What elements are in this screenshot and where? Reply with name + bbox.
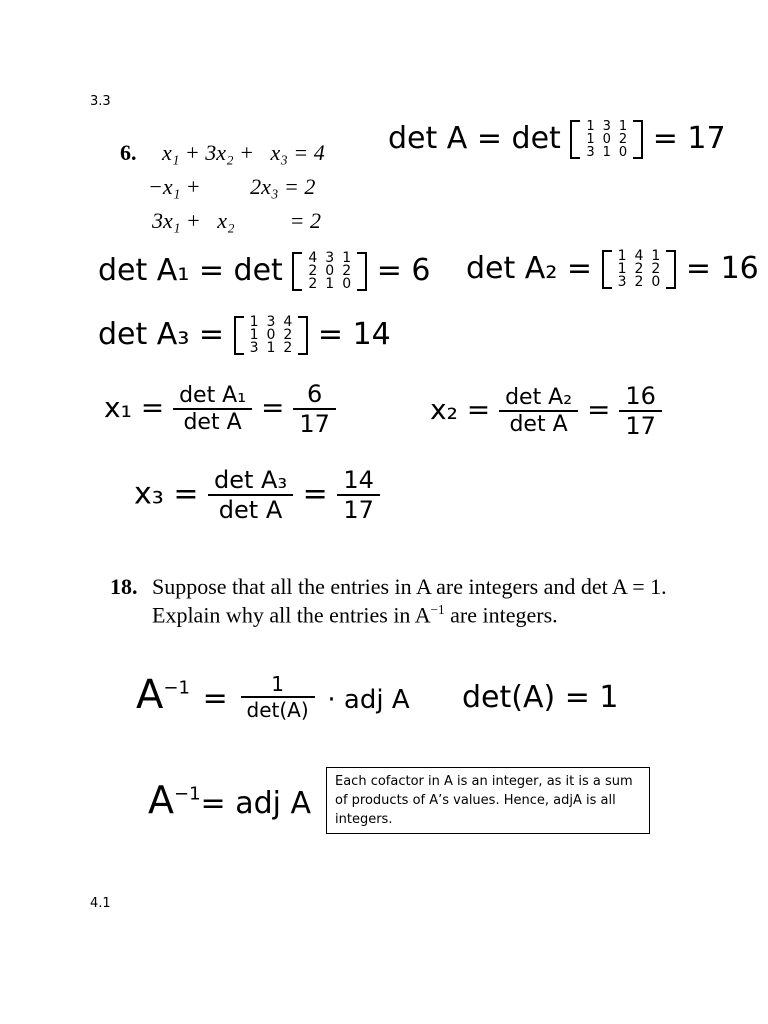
detA-matrix-row [582, 146, 631, 159]
matrix-cell: 0 [325, 263, 335, 279]
x3-equals: = [302, 476, 328, 512]
inverse-adj [148, 778, 311, 822]
x3-value-den: 17 [343, 496, 374, 524]
detA2-matrix [602, 250, 677, 289]
x1-equals: = [260, 391, 285, 424]
matrix-cell: 1 [617, 248, 627, 264]
detA-expression [388, 120, 726, 159]
matrix-cell: 3 [249, 340, 259, 356]
x1-value [293, 380, 336, 438]
matrix-cell: 4 [634, 248, 644, 264]
x3-label: x₃ = [134, 476, 199, 512]
inverse-fraction [241, 672, 315, 722]
detA-matrix [570, 120, 643, 159]
matrix-cell: 3 [602, 119, 611, 134]
matrix-cell: 0 [651, 274, 661, 290]
matrix-cell: 0 [618, 145, 628, 160]
matrix-cell: 2 [634, 274, 644, 290]
x1-expression [104, 380, 336, 438]
detA2-label: det A₂ = [466, 251, 593, 286]
detA3-result: = 14 [317, 317, 391, 352]
detA1-matrix [292, 252, 367, 291]
problem18-line1: Suppose that all the entries in A are integers and det A = 1. [152, 574, 667, 599]
matrix-cell: 1 [249, 314, 259, 330]
detA2-expression [466, 250, 759, 289]
detA2-matrix-row [614, 276, 665, 289]
section-label-top: 3.3 [90, 94, 111, 109]
matrix-cell: 3 [325, 250, 335, 266]
detA1-matrix-row [304, 278, 355, 291]
x3-value-num: 14 [337, 466, 380, 496]
x2-equals: = [586, 393, 611, 426]
matrix-cell: 1 [342, 250, 352, 266]
x1-value-num: 6 [293, 380, 336, 410]
problem18-number: 18. [110, 574, 138, 599]
x2-denominator: det A [509, 412, 568, 437]
x1-label: x₁ = [104, 391, 165, 424]
matrix-cell: 1 [617, 261, 627, 277]
matrix-cell: 1 [651, 248, 661, 264]
x1-denominator: det A [183, 410, 242, 435]
detA1-expression [98, 252, 430, 291]
inverse-frac-den: det(A) [246, 698, 309, 722]
inverse2-sup: −1 [174, 783, 201, 805]
matrix-cell: 4 [283, 314, 293, 330]
detA3-matrix [234, 316, 309, 355]
problem18-line2 [152, 602, 558, 628]
x2-value-den: 17 [625, 412, 656, 440]
inverse-frac-num: 1 [241, 672, 315, 698]
matrix-cell: 3 [586, 145, 595, 160]
matrix-cell: 1 [602, 145, 611, 160]
x2-value-num: 16 [619, 382, 662, 412]
matrix-cell: 2 [283, 327, 293, 343]
problem6-eq3: 3x₁ + x₂ = 2 [152, 208, 322, 233]
matrix-cell: 0 [342, 276, 352, 292]
x3-denominator: det A [218, 496, 283, 524]
problem6-number: 6. [120, 140, 137, 165]
inverse-formula [136, 672, 410, 722]
detA3-label: det A₃ = [98, 317, 225, 352]
matrix-cell: 0 [602, 132, 611, 147]
detA3-expression [98, 316, 391, 355]
detA3-matrix-row [246, 342, 297, 355]
matrix-cell: 1 [249, 327, 259, 343]
x2-numerator: det A₂ [499, 385, 578, 412]
matrix-cell: 3 [266, 314, 276, 330]
problem18-line2-text: Explain why all the entries in A [152, 602, 431, 628]
matrix-cell: 2 [308, 263, 318, 279]
problem6-eq1: x₁ + 3x₂ + x₃ = 4 [162, 140, 325, 165]
inverse-lhs: A [136, 672, 164, 718]
x2-label: x₂ = [430, 393, 491, 426]
x2-expression [430, 382, 662, 440]
matrix-cell: 2 [308, 276, 318, 292]
matrix-cell: 1 [586, 132, 595, 147]
x3-fraction [208, 466, 293, 524]
problem6-eq2: −x₁ + 2x₃ = 2 [148, 174, 316, 199]
x1-numerator: det A₁ [173, 383, 252, 410]
x3-expression [134, 466, 380, 524]
x2-value [619, 382, 662, 440]
detA1-label: det A₁ = det [98, 253, 283, 288]
matrix-cell: 2 [342, 263, 352, 279]
explanation-note: Each cofactor in A is an integer, as it is a sum of products of A’s values. Hence, adjA is all integers. [326, 767, 650, 834]
x3-value [337, 466, 380, 524]
matrix-cell: 2 [283, 340, 293, 356]
matrix-cell: 2 [618, 132, 628, 147]
inverse-rhs: · adj A [327, 685, 410, 715]
problem18-line2-sup: −1 [430, 602, 445, 617]
inverse2-lhs: A [148, 778, 174, 822]
detA1-result: = 6 [376, 253, 431, 288]
matrix-cell: 1 [325, 276, 335, 292]
inverse-eq: = [202, 681, 228, 716]
matrix-cell: 2 [634, 261, 644, 277]
matrix-cell: 1 [586, 119, 595, 134]
detA2-result: = 16 [685, 251, 759, 286]
det-equals-one: det(A) = 1 [462, 680, 619, 715]
matrix-cell: 1 [266, 340, 276, 356]
matrix-cell: 0 [266, 327, 276, 343]
matrix-cell: 2 [651, 261, 661, 277]
x3-numerator: det A₃ [208, 466, 293, 496]
x1-value-den: 17 [299, 410, 330, 438]
matrix-cell: 3 [617, 274, 627, 290]
x2-fraction [499, 385, 578, 437]
inverse2-rhs: = adj A [200, 786, 312, 821]
problem18-line2-end: are integers. [444, 602, 558, 628]
matrix-cell: 4 [308, 250, 318, 266]
section-label-bottom: 4.1 [90, 896, 111, 911]
detA-label: det A = det [388, 121, 561, 156]
x1-fraction [173, 383, 252, 435]
detA-result: = 17 [652, 121, 726, 156]
inverse-sup: −1 [163, 677, 190, 699]
matrix-cell: 1 [618, 119, 628, 134]
